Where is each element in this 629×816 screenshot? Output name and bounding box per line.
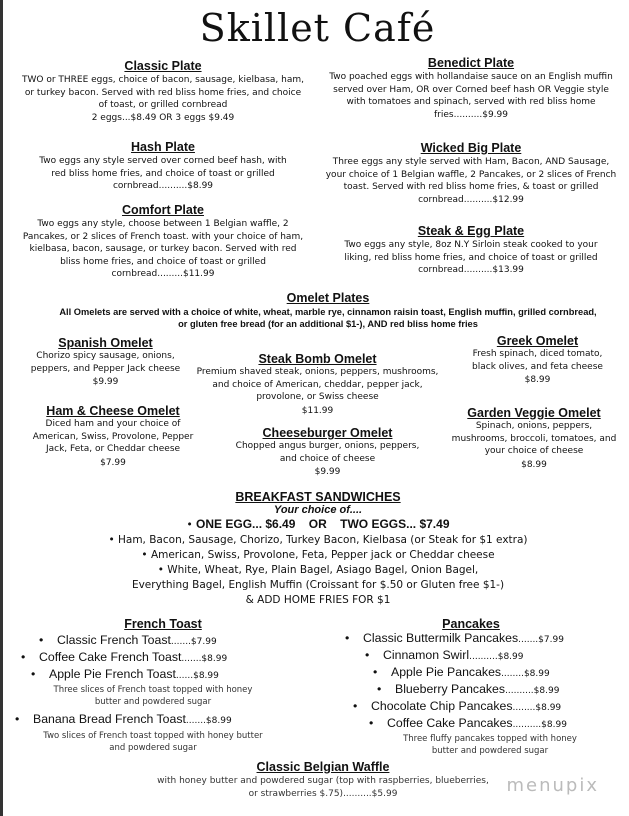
comfort-plate-price: .........$11.99	[157, 269, 215, 279]
cheeseburger-omelet-desc: Chopped angus burger, onions, peppers, and choice of cheese	[235, 441, 420, 464]
french-toast-item: • Classic French Toast.......$7.99	[39, 633, 217, 647]
item-price: ..........$8.99	[512, 720, 567, 730]
french-toast-item: • Banana Bread French Toast.......$8.99	[15, 712, 232, 726]
item-name: Banana Bread French Toast	[33, 712, 186, 726]
item-price: ......$8.99	[175, 671, 219, 681]
wicked-big-plate-desc: Three eggs any style served with Ham, Bacon, AND Sausage, your choice of 1 Belgian waffle, 2 Pancakes, or 2 slices of French toast. Served with red bliss home fries, & toast or grilled cornbread	[325, 157, 617, 205]
ham-cheese-omelet-price: $7.99	[100, 457, 126, 468]
classic-plate-desc: TWO or THREE eggs, choice of bacon, sausage, kielbasa, ham, or turkey bacon. Served with red bliss home fries, and choice of toast, or grilled cornbread	[21, 75, 305, 110]
menupix-watermark: menupix	[506, 775, 599, 796]
pancakes-item: • Coffee Cake Pancakes..........$8.99	[369, 716, 567, 730]
french-toast-heading: French Toast	[124, 617, 202, 631]
item-price: ..........$8.99	[469, 652, 524, 662]
sandwiches-cheese-line: • American, Swiss, Provolone, Feta, Pepper jack or Cheddar cheese	[141, 549, 495, 561]
ham-cheese-omelet-heading: Ham & Cheese Omelet	[46, 404, 180, 418]
hash-plate-price: ..........$8.99	[158, 181, 214, 191]
hash-plate-desc: Two eggs any style served over corned beef hash, with red bliss home fries, and choice of toast or grilled cornbread	[39, 156, 287, 191]
item-name: Coffee Cake French Toast	[39, 650, 182, 664]
omelet-plates	[58, 291, 598, 330]
greek-omelet-heading: Greek Omelet	[496, 334, 579, 348]
garden-veggie-omelet-desc: Spinach, onions, peppers, mushrooms, broccoli, tomatoes, and your choice of cheese	[451, 421, 617, 456]
or-label: OR	[308, 517, 327, 531]
omelet-plates-heading: Omelet Plates	[286, 291, 370, 305]
steak-egg-plate-price: ..........$13.99	[463, 265, 524, 275]
classic-plate-heading: Classic Plate	[124, 59, 202, 73]
greek-omelet-price: $8.99	[524, 375, 551, 385]
benedict-plate-heading: Benedict Plate	[427, 56, 515, 70]
classic-plate-price-2: 2 eggs...$8.49	[91, 112, 157, 123]
sandwiches-heading: BREAKFAST SANDWICHES	[235, 490, 401, 504]
bread-text: White, Wheat, Rye, Plain Bagel, Asiago Bagel, Onion Bagel,	[167, 564, 479, 576]
pancakes-item: • Cinnamon Swirl..........$8.99	[365, 648, 524, 662]
steak-bomb-omelet	[195, 352, 440, 416]
breakfast-sandwiches	[23, 490, 613, 608]
belgian-waffle-price: ..........$5.99	[343, 788, 398, 799]
item-name: Classic Buttermilk Pancakes	[363, 631, 519, 645]
french-toast-heading-wrap	[63, 617, 263, 631]
comfort-plate-heading: Comfort Plate	[122, 203, 204, 217]
item-name: Apple Pie French Toast	[49, 667, 176, 681]
wicked-big-plate	[321, 141, 621, 206]
sandwiches-egg-line: • ONE EGG... $6.49 OR TWO EGGS... $7.49	[186, 517, 450, 531]
belgian-waffle-heading: Classic Belgian Waffle	[256, 760, 390, 774]
greek-omelet-desc: Fresh spinach, diced tomato, black olives, and feta cheese	[472, 349, 603, 372]
pancakes-heading: Pancakes	[442, 617, 500, 631]
garden-veggie-omelet-heading: Garden Veggie Omelet	[467, 406, 601, 420]
sandwiches-fries-line: & ADD HOME FRIES FOR $1	[245, 594, 391, 606]
item-price: .......$8.99	[185, 716, 232, 726]
benedict-plate-price: ..........$9.99	[453, 109, 508, 120]
pancakes-item: • Chocolate Chip Pancakes........$8.99	[353, 699, 562, 713]
item-name: Coffee Cake Pancakes	[387, 716, 513, 730]
belgian-waffle-desc: with honey butter and powdered sugar (top with raspberries, blueberries, or strawberries $.75)	[157, 776, 489, 799]
steak-egg-plate	[321, 224, 621, 277]
greek-omelet	[455, 334, 620, 385]
sandwiches-subheading: Your choice of....	[273, 504, 363, 516]
meats-text: Ham, Bacon, Sausage, Chorizo, Turkey Bacon, Kielbasa (or Steak for $1 extra)	[118, 534, 528, 546]
item-price: ........$8.99	[501, 669, 550, 679]
item-price: ........$8.99	[512, 703, 562, 713]
omelet-plates-note: All Omelets are served with a choice of white, wheat, marble rye, cinnamon raisin toast, English muffin, grilled cornbread, or gluten free bread (for an additional $1-), AND red bliss home fries	[59, 307, 597, 329]
steak-egg-plate-heading: Steak & Egg Plate	[417, 224, 525, 238]
french-toast-note-1: Three slices of French toast topped with honey butter and powdered sugar	[53, 685, 253, 707]
item-name: Chocolate Chip Pancakes	[371, 699, 513, 713]
hash-plate-heading: Hash Plate	[131, 140, 195, 154]
garden-veggie-omelet-price: $8.99	[521, 459, 547, 470]
garden-veggie-omelet	[443, 406, 625, 470]
page-title: Skillet Café	[199, 6, 436, 50]
pancakes-heading-wrap	[391, 617, 551, 631]
spanish-omelet-heading: Spanish Omelet	[58, 336, 153, 350]
cheeseburger-omelet	[235, 426, 420, 477]
item-name: Apple Pie Pancakes	[391, 665, 502, 679]
steak-bomb-omelet-heading: Steak Bomb Omelet	[258, 352, 377, 366]
hash-plate	[13, 140, 313, 193]
steak-bomb-omelet-price: $11.99	[301, 405, 334, 416]
spanish-omelet-price: $9.99	[92, 377, 119, 387]
wicked-big-plate-heading: Wicked Big Plate	[420, 141, 522, 155]
item-name: Blueberry Pancakes	[395, 682, 506, 696]
sandwiches-bread-line-2: Everything Bagel, English Muffin (Croissant for $.50 or Gluten free $1-)	[131, 579, 505, 591]
item-price: .......$8.99	[181, 654, 228, 664]
benedict-plate	[321, 56, 621, 121]
two-eggs-price: TWO EGGS... $7.49	[340, 517, 450, 531]
item-name: Classic French Toast	[57, 633, 171, 647]
benedict-plate-desc: Two poached eggs with hollandaise sauce on an English muffin served over Ham, OR over Corned beef hash OR Veggie style with tomatoes and spinach, served with red bliss home fries	[329, 72, 613, 120]
cheeseburger-omelet-price: $9.99	[314, 467, 341, 477]
ham-cheese-omelet	[23, 404, 203, 468]
spanish-omelet	[23, 336, 188, 387]
pancakes-item: • Blueberry Pancakes..........$8.99	[377, 682, 560, 696]
sandwiches-bread-line: • White, Wheat, Rye, Plain Bagel, Asiago Bagel, Onion Bagel,	[157, 564, 479, 576]
spanish-omelet-desc: Chorizo spicy sausage, onions, peppers, and Pepper Jack cheese	[30, 351, 181, 374]
french-toast-item: • Apple Pie French Toast......$8.99	[31, 667, 219, 681]
classic-plate	[13, 59, 313, 124]
comfort-plate	[13, 203, 313, 281]
sandwiches-meats-line: • Ham, Bacon, Sausage, Chorizo, Turkey Bacon, Kielbasa (or Steak for $1 extra)	[108, 534, 528, 546]
pancakes-note: Three fluffy pancakes topped with honey butter and powdered sugar	[403, 734, 577, 756]
one-egg-price: ONE EGG... $6.49	[196, 517, 296, 531]
item-price: .......$7.99	[170, 637, 217, 647]
cheese-text: American, Swiss, Provolone, Feta, Pepper jack or Cheddar cheese	[150, 549, 495, 561]
classic-plate-price-3: OR 3 eggs $9.49	[159, 112, 235, 123]
cheeseburger-omelet-heading: Cheeseburger Omelet	[262, 426, 393, 440]
item-price: .......$7.99	[518, 635, 564, 645]
comfort-plate-desc: Two eggs any style, choose between 1 Belgian waffle, 2 Pancakes, or 2 slices of French toast. with your choice of ham, kielbasa, bacon, sausage, or turkey bacon. Served with red bliss home fries, and choice of toast or grilled cornbread	[22, 219, 304, 279]
pancakes-item: • Classic Buttermilk Pancakes.......$7.99	[345, 631, 564, 645]
item-name: Cinnamon Swirl	[383, 648, 470, 662]
belgian-waffle	[143, 760, 503, 800]
pancakes-item: • Apple Pie Pancakes........$8.99	[373, 665, 550, 679]
french-toast-note-2: Two slices of French toast topped with honey butter and powdered sugar	[43, 731, 263, 753]
steak-egg-plate-desc: Two eggs any style, 8oz N.Y Sirloin steak cooked to your liking, red bliss home fries, and choice of toast or grilled cornbread	[344, 240, 598, 275]
french-toast-item: • Coffee Cake French Toast.......$8.99	[21, 650, 228, 664]
wicked-big-plate-price: ..........$12.99	[463, 194, 524, 205]
item-price: ..........$8.99	[505, 686, 560, 696]
steak-bomb-omelet-desc: Premium shaved steak, onions, peppers, mushrooms, and choice of American, cheddar, pepper jack, provolone, or Swiss cheese	[196, 367, 439, 402]
ham-cheese-omelet-desc: Diced ham and your choice of American, Swiss, Provolone, Pepper Jack, Feta, or Cheddar cheese	[32, 419, 194, 454]
